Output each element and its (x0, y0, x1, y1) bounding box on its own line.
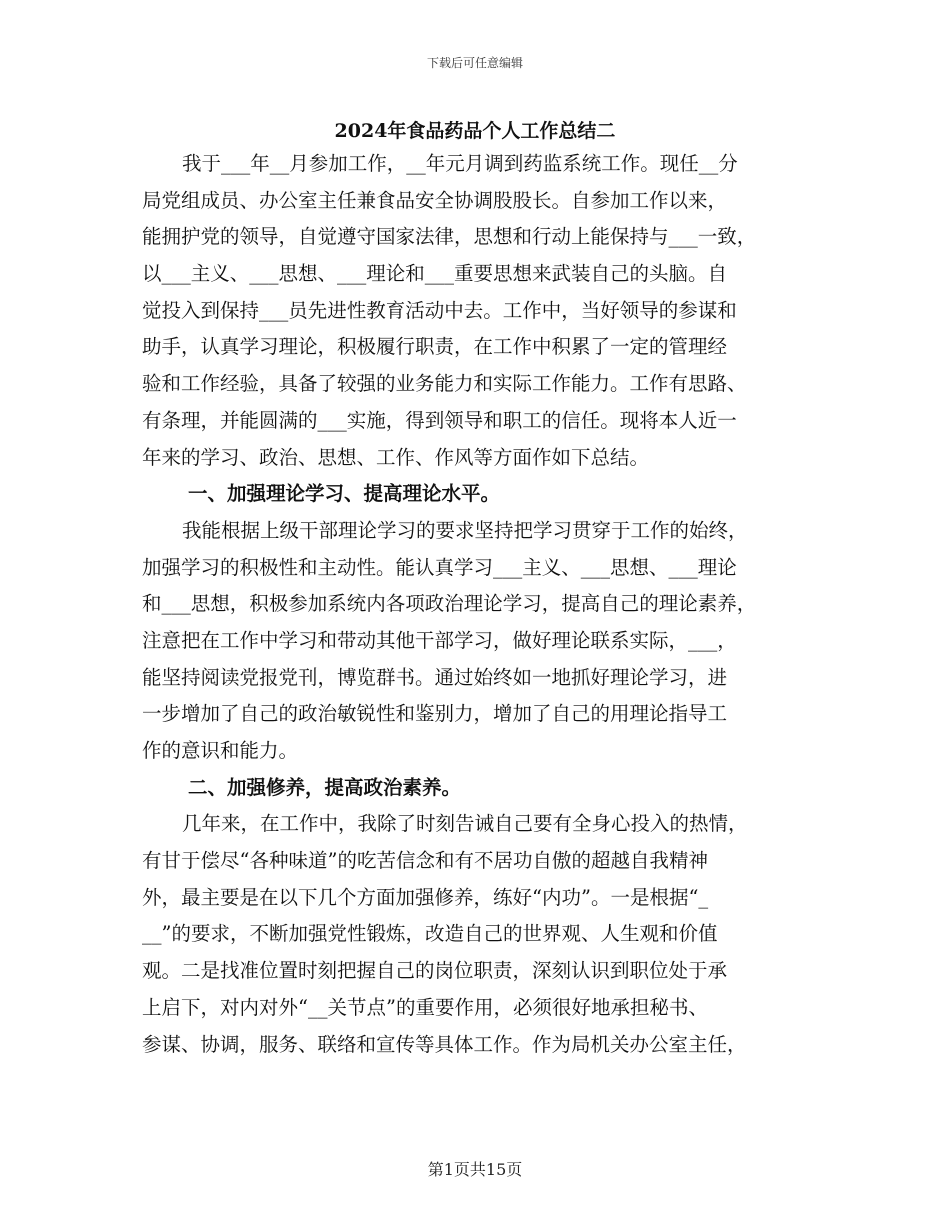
paragraph-line: 和___思想，积极参加系统内各项政治理论学习，提高自己的理论素养， (142, 592, 757, 616)
paragraph-line: 有甘于偿尽“各种味道”的吃苦信念和有不居功自傲的超越自我精神 (142, 849, 708, 873)
section-heading: 二、加强修养，提高政治素养。 (188, 775, 462, 799)
paragraph-line: 作的意识和能力。 (142, 739, 299, 762)
paragraph-line: __”的要求，不断加强党性锻炼，改造自己的世界观、人生观和价值 (142, 922, 718, 946)
paragraph-line: 上启下，对内对外“__关节点”的重要作用，必须很好地承担秘书、 (142, 995, 708, 1019)
paragraph-line: 验和工作经验，具备了较强的业务能力和实际工作能力。工作有思路、 (142, 372, 747, 396)
paragraph-line: 一步增加了自己的政治敏锐性和鉴别力，增加了自己的用理论指导工 (142, 702, 728, 726)
paragraph-line: 有条理，并能圆满的___实施，得到领导和职工的信任。现将本人近一 (142, 408, 737, 432)
paragraph-line: 几年来，在工作中，我除了时刻告诫自己要有全身心投入的热情， (182, 812, 748, 836)
page-header-note: 下载后可任意编辑 (426, 56, 523, 70)
document-body (142, 146, 812, 1063)
paragraph-line: 助手，认真学习理论，积极履行职责，在工作中积累了一定的管理经 (142, 335, 728, 359)
paragraph-line: 参谋、协调，服务、联络和宣传等具体工作。作为局机关办公室主任， (142, 1032, 747, 1056)
page-number: 第1页共15页 (427, 1160, 523, 1179)
paragraph-line: 我能根据上级干部理论学习的要求坚持把学习贯穿于工作的始终， (182, 518, 748, 542)
paragraph-line: 觉投入到保持___员先进性教育活动中去。工作中，当好领导的参谋和 (142, 298, 737, 322)
paragraph-line: 局党组成员、办公室主任兼食品安全协调股股长。自参加工作以来， (142, 188, 728, 212)
paragraph-line: 观。二是找准位置时刻把握自己的岗位职责，深刻认识到职位处于承 (142, 959, 728, 983)
paragraph-line: 能坚持阅读党报党刊，博览群书。通过始终如一地抓好理论学习，进 (142, 665, 728, 689)
paragraph-line: 我于___年__月参加工作，__年元月调到药监系统工作。现任__分 (182, 152, 738, 175)
paragraph-line: 外，最主要是在以下几个方面加强修养，练好“内功”。一是根据“_ (142, 885, 709, 909)
paragraph-line: 以___主义、___思想、___理论和___重要思想来武装自己的头脑。自 (142, 262, 728, 286)
paragraph-line: 年来的学习、政治、思想、工作、作风等方面作如下总结。 (142, 445, 650, 469)
paragraph-line: 能拥护党的领导，自觉遵守国家法律，思想和行动上能保持与___一致， (142, 225, 757, 249)
section-heading: 一、加强理论学习、提高理论水平。 (188, 482, 501, 506)
document-title: 2024年食品药品个人工作总结二 (334, 120, 616, 142)
paragraph-line: 注意把在工作中学习和带动其他干部学习，做好理论联系实际，___， (142, 628, 737, 652)
paragraph-line: 加强学习的积极性和主动性。能认真学习___主义、___思想、___理论 (142, 555, 737, 579)
